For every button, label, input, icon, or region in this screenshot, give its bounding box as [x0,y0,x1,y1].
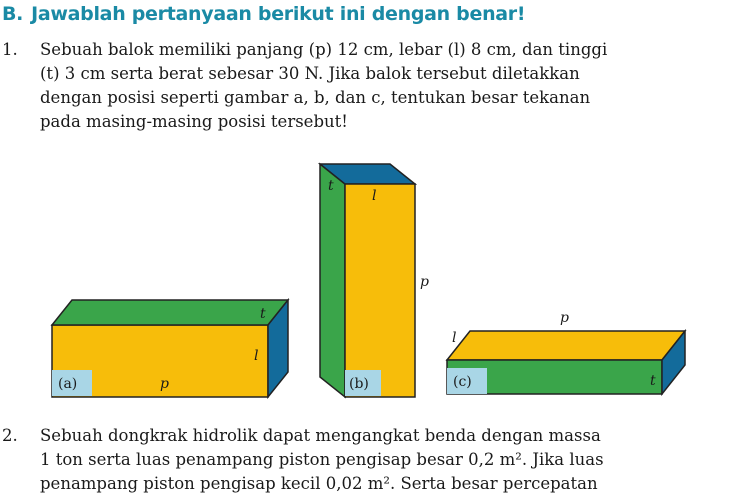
section-letter: B. [2,3,24,25]
block-c-label-t: t [650,373,656,389]
section-title: Jawablah pertanyaan berikut ini dengan benar! [31,3,526,25]
block-c-tag-text: (c) [453,374,472,390]
question-line: pada masing-masing posisi tersebut! [40,112,348,131]
question-number: 2. [2,426,18,445]
block-figure [0,160,750,404]
question-line: Sebuah balok memiliki panjang (p) 12 cm, lebar (l) 8 cm, dan tinggi [40,40,608,59]
block-c [447,310,685,394]
block-a-label-t: t [260,306,266,322]
block-b-left-face [320,164,345,397]
block-a-top-face [52,300,288,325]
question-line: (t) 3 cm serta berat sebesar 30 N. Jika balok tersebut diletakkan [40,64,580,83]
block-b-front-face [345,184,415,397]
block-b-label-p: p [420,274,429,290]
block-c-label-l: l [452,330,457,346]
block-b-label-l: l [372,188,377,204]
question-number: 1. [2,40,18,59]
block-a-label-p: p [160,376,169,392]
question-line: Sebuah dongkrak hidrolik dapat mengangkat benda dengan massa [40,426,601,445]
section-heading [2,3,525,25]
block-b [320,164,429,397]
block-b-tag-text: (b) [349,376,369,392]
block-c-top-face [447,331,685,360]
block-a-label-l: l [254,348,259,364]
question-line: dengan posisi seperti gambar a, b, dan c, tentukan besar tekanan [40,88,591,107]
block-a [52,300,288,397]
question-line: penampang piston pengisap kecil 0,02 m². Serta besar percepatan [40,474,598,493]
question-line: 1 ton serta luas penampang piston pengisap besar 0,2 m². Jika luas [40,450,604,469]
block-c-label-p: p [560,310,569,326]
block-b-label-t: t [328,178,334,194]
block-a-tag-text: (a) [58,376,78,392]
